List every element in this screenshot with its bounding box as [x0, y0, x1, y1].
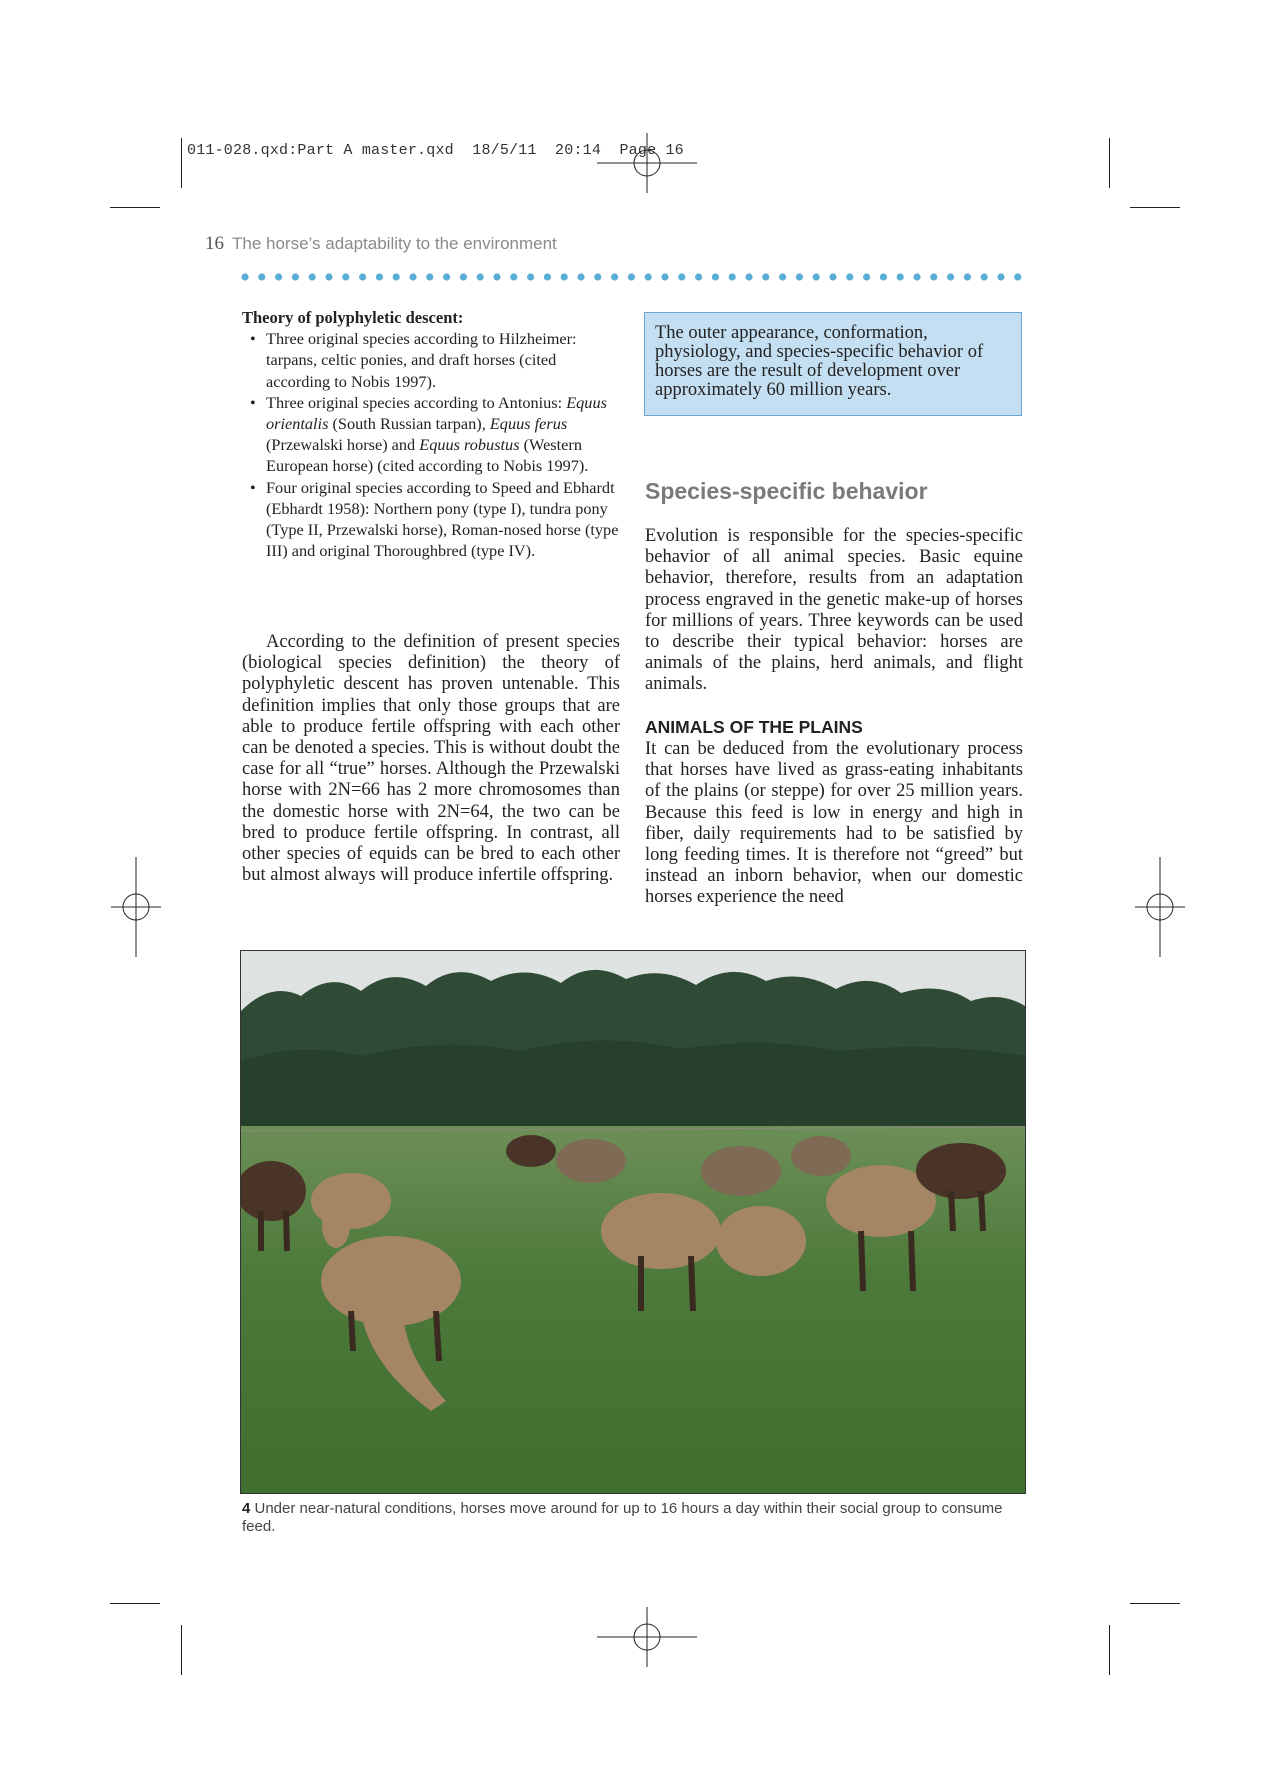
section-paragraph: Evolution is responsible for the species-specific behavior of all animal species. Basic equine behavior, therefore, results from an adaptation process engraved in the genetic make-up of horses for millions of years. Three keywords can be used to describe their typical behavior: horses are animals of the plains, herd animals, and flight animals. — [645, 526, 1023, 695]
rule-dot — [712, 273, 719, 280]
rule-dot — [829, 273, 836, 280]
theory-block — [242, 307, 620, 561]
rule-dot — [930, 273, 937, 280]
rule-dot — [577, 273, 584, 280]
rule-dot — [661, 273, 668, 280]
rule-dot — [510, 273, 517, 280]
running-title: The horse’s adaptability to the environment — [232, 234, 557, 253]
rule-dot — [628, 273, 635, 280]
rule-dot — [880, 273, 887, 280]
species-definition-paragraph: According to the definition of present species (biological species definition) the theory of polyphyletic descent has proven untenable. This definition implies that only those groups that are able to produce fertile offspring with each other can be denoted a species. This is without doubt the case for all “true” horses. Although the Przewalski horse with 2N=66 has 2 more chromosomes than the domestic horse with 2N=64, the two can be bred to produce fertile offspring. In contrast, all other species of equids can be bred to each other but almost always will produce infertile offspring. — [242, 632, 620, 886]
rule-dot — [409, 273, 416, 280]
rule-dot — [527, 273, 534, 280]
rule-dot — [359, 273, 366, 280]
rule-dot — [493, 273, 500, 280]
registration-mark-top — [597, 113, 697, 213]
theory-heading: Theory of polyphyletic descent: — [242, 308, 464, 327]
page-number: 16 — [205, 233, 224, 254]
running-header — [205, 233, 557, 255]
rule-dot — [947, 273, 954, 280]
list-item: • Three original species according to Hilzheimer: tarpans, celtic ponies, and draft horses (cited according to Nobis 1997). — [242, 328, 620, 392]
rule-dot — [762, 273, 769, 280]
rule-dot — [846, 273, 853, 280]
print-slug: 011-028.qxd:Part A master.qxd 18/5/11 20:14 Page 16 — [187, 142, 684, 159]
rule-dot — [460, 273, 467, 280]
rule-dot — [997, 273, 1004, 280]
rule-dot — [695, 273, 702, 280]
rule-dot — [964, 273, 971, 280]
rule-dot — [594, 273, 601, 280]
figure-number: 4 — [242, 1500, 251, 1517]
rule-dot — [544, 273, 551, 280]
rule-dot — [796, 273, 803, 280]
horses-photo — [240, 950, 1026, 1494]
rule-dot — [729, 273, 736, 280]
plains-paragraph: It can be deduced from the evolutionary process that horses have lived as grass-eating inhabitants of the plains (or steppe) for over 25 million years. Because this feed is low in energy and high in fiber, daily requirements had to be satisfied by long feeding times. It is therefore not “greed” but instead an inborn behavior, when our domestic horses experience the need — [645, 739, 1023, 908]
rule-dot — [981, 273, 988, 280]
rule-dot — [275, 273, 282, 280]
rule-dot — [645, 273, 652, 280]
rule-dot — [1014, 273, 1021, 280]
rule-dot — [779, 273, 786, 280]
figure-caption: 4 Under near-natural conditions, horses move around for up to 16 hours a day within their social group to consume feed. — [242, 1500, 1003, 1535]
theory-list — [242, 328, 620, 561]
rule-dot — [913, 273, 920, 280]
rule-dot — [325, 273, 332, 280]
rule-dot — [258, 273, 265, 280]
rule-dot — [897, 273, 904, 280]
rule-dot — [443, 273, 450, 280]
registration-mark-bottom — [597, 1587, 697, 1687]
rule-dot — [678, 273, 685, 280]
rule-dot — [745, 273, 752, 280]
list-item: • Three original species according to Antonius: Equus orientalis (South Russian tarpan), Equus ferus (Przewalski horse) and Equus robustus (Western European horse) (cited according to Nobis 1997). — [242, 392, 620, 477]
rule-dot — [561, 273, 568, 280]
rule-dot — [477, 273, 484, 280]
rule-dot — [292, 273, 299, 280]
subheading: ANIMALS OF THE PLAINS — [645, 717, 863, 737]
rule-dot — [241, 273, 248, 280]
rule-dot — [611, 273, 618, 280]
rule-dot — [342, 273, 349, 280]
rule-dot — [426, 273, 433, 280]
section-heading: Species-specific behavior — [645, 478, 928, 504]
rule-dot — [813, 273, 820, 280]
registration-mark-left — [86, 857, 186, 957]
callout-box: The outer appearance, conformation, physiology, and species-specific behavior of horses are the result of development over approximately 60 million years. — [644, 312, 1022, 416]
registration-mark-right — [1110, 857, 1210, 957]
rule-dot — [393, 273, 400, 280]
rule-dot — [863, 273, 870, 280]
rule-dot — [376, 273, 383, 280]
list-item: • Four original species according to Speed and Ebhardt (Ebhardt 1958): Northern pony (type I), tundra pony (Type II, Przewalski horse), Roman-nosed horse (type III) and original Thoroughbred (type IV). — [242, 477, 620, 562]
rule-dot — [309, 273, 316, 280]
dotted-rule — [240, 272, 1025, 282]
